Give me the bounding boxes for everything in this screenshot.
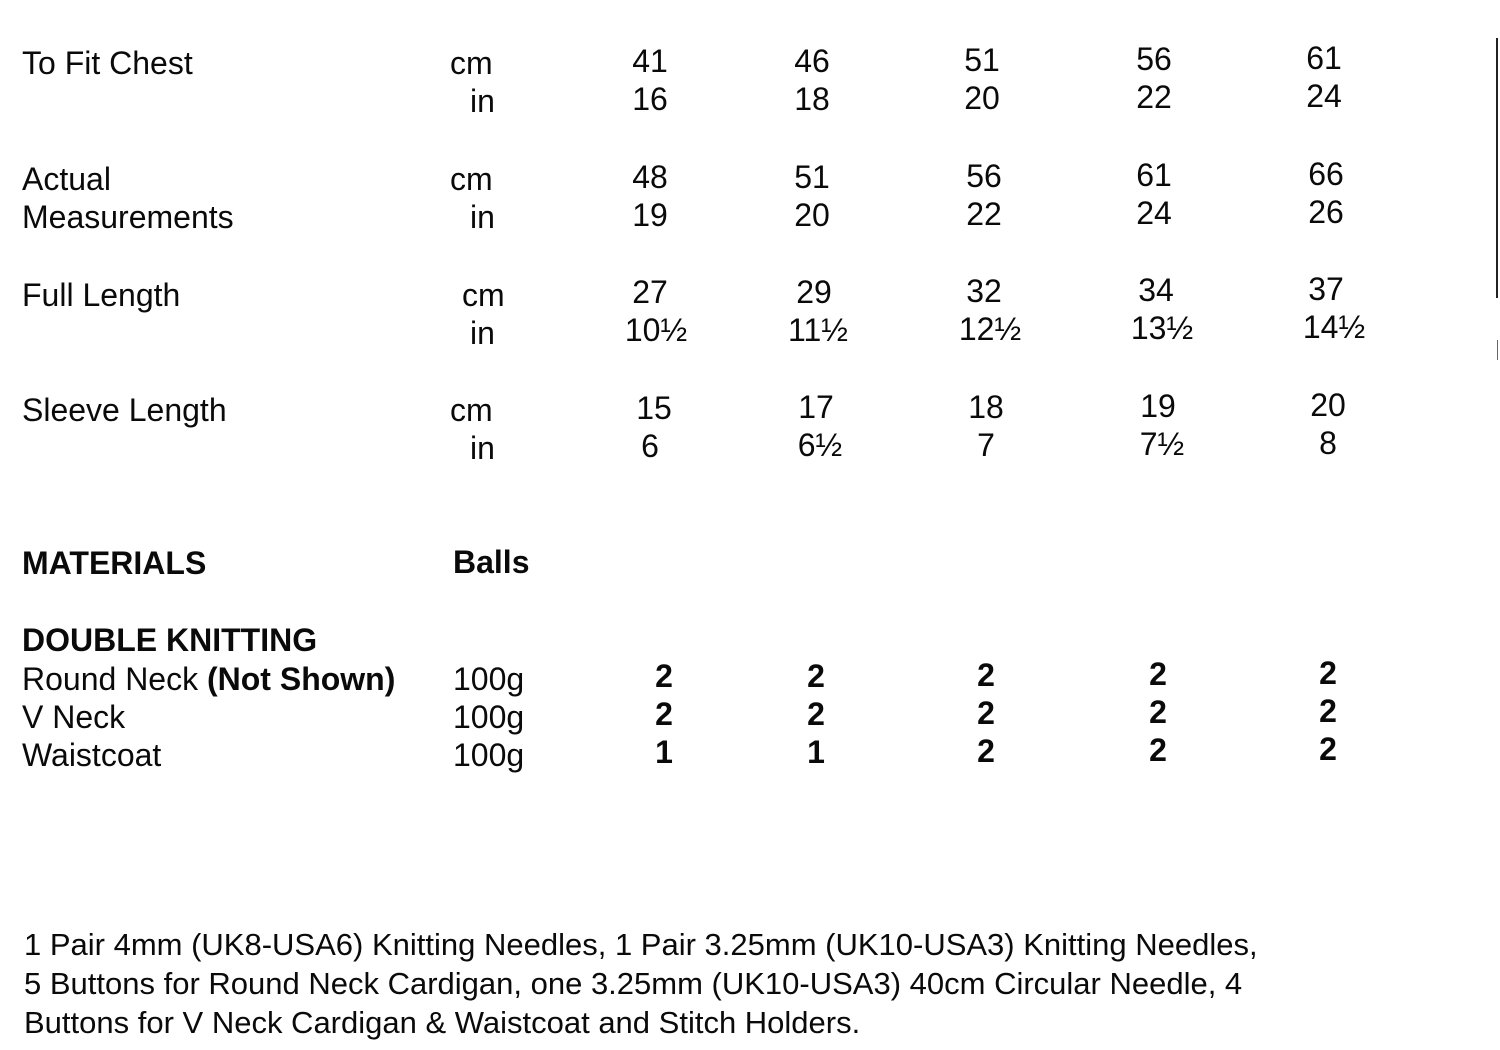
chest-in-size-3: 20 xyxy=(964,80,1000,116)
scan-edge-mark xyxy=(1497,340,1498,360)
row-label-actual: Actual xyxy=(22,161,111,197)
v-neck-balls-size-2: 2 xyxy=(807,696,825,732)
v-neck-balls-size-5: 2 xyxy=(1319,693,1337,729)
waistcoat-balls-size-2: 1 xyxy=(807,734,825,770)
unit-in: in xyxy=(470,83,495,119)
material-weight: 100g xyxy=(453,737,525,773)
materials-heading: MATERIALS xyxy=(22,545,207,581)
round-neck-balls-size-4: 2 xyxy=(1149,656,1167,692)
chest-cm-size-5: 61 xyxy=(1306,40,1342,76)
chest-cm-size-3: 51 xyxy=(964,42,1000,78)
actual-cm-size-4: 61 xyxy=(1136,157,1172,193)
material-name-waistcoat: Waistcoat xyxy=(22,737,162,773)
sleeve-in-size-3: 7 xyxy=(977,427,995,463)
length-in-size-2: 11½ xyxy=(788,312,848,348)
sleeve-cm-size-5: 20 xyxy=(1310,387,1346,423)
sleeve-cm-size-1: 15 xyxy=(636,390,672,426)
chest-in-size-5: 24 xyxy=(1306,78,1342,114)
row-label-full-length: Full Length xyxy=(22,277,181,313)
unit-cm: cm xyxy=(450,392,493,428)
actual-cm-size-5: 66 xyxy=(1308,156,1344,192)
material-note: (Not Shown) xyxy=(206,661,396,697)
actual-cm-size-3: 56 xyxy=(966,158,1002,194)
actual-in-size-4: 24 xyxy=(1136,195,1172,231)
length-cm-size-4: 34 xyxy=(1138,272,1174,308)
length-cm-size-2: 29 xyxy=(796,274,832,310)
v-neck-balls-size-1: 2 xyxy=(655,696,673,732)
yarn-heading: DOUBLE KNITTING xyxy=(22,622,318,658)
material-row-round-neck xyxy=(22,660,395,698)
sleeve-in-size-4: 7½ xyxy=(1139,426,1185,462)
chest-in-size-1: 16 xyxy=(632,81,668,117)
row-label-to-fit-chest: To Fit Chest xyxy=(22,45,193,81)
v-neck-balls-size-3: 2 xyxy=(977,695,995,731)
material-name-v-neck: V Neck xyxy=(22,699,126,735)
round-neck-balls-size-5: 2 xyxy=(1319,655,1337,691)
chest-in-size-2: 18 xyxy=(794,81,830,117)
sleeve-in-size-5: 8 xyxy=(1319,425,1337,461)
waistcoat-balls-size-3: 2 xyxy=(977,733,995,769)
v-neck-balls-size-4: 2 xyxy=(1149,694,1167,730)
actual-in-size-5: 26 xyxy=(1308,194,1344,230)
actual-cm-size-2: 51 xyxy=(794,159,830,195)
sleeve-in-size-1: 6 xyxy=(641,428,659,464)
chest-cm-size-4: 56 xyxy=(1136,41,1172,77)
round-neck-balls-size-3: 2 xyxy=(977,657,995,693)
needles-notes xyxy=(24,925,1474,1042)
row-label-sleeve-length: Sleeve Length xyxy=(22,392,227,428)
unit-in: in xyxy=(470,315,495,351)
waistcoat-balls-size-4: 2 xyxy=(1149,732,1167,768)
needles-notes-line-3: Buttons for V Neck Cardigan & Waistcoat and Stitch Holders. xyxy=(24,1005,861,1040)
needles-notes-line-2: 5 Buttons for Round Neck Cardigan, one 3.25mm (UK10-USA3) 40cm Circular Needle, 4 xyxy=(24,966,1243,1001)
waistcoat-balls-size-1: 1 xyxy=(655,734,673,770)
sleeve-cm-size-2: 17 xyxy=(798,389,834,425)
material-weight: 100g xyxy=(453,699,525,735)
needles-notes-line-1: 1 Pair 4mm (UK8-USA6) Knitting Needles, 1 Pair 3.25mm (UK10-USA3) Knitting Needles, xyxy=(24,927,1258,962)
chest-cm-size-1: 41 xyxy=(632,43,668,79)
sleeve-cm-size-3: 18 xyxy=(968,389,1004,425)
chest-cm-size-2: 46 xyxy=(794,43,830,79)
actual-in-size-2: 20 xyxy=(794,197,830,233)
length-in-size-5: 14½ xyxy=(1302,309,1366,345)
material-weight: 100g xyxy=(453,661,525,697)
round-neck-balls-size-1: 2 xyxy=(655,658,673,694)
length-cm-size-3: 32 xyxy=(966,273,1002,309)
unit-cm: cm xyxy=(450,45,493,81)
length-in-size-3: 12½ xyxy=(958,311,1022,347)
actual-in-size-1: 19 xyxy=(632,197,668,233)
unit-cm: cm xyxy=(462,277,505,313)
actual-in-size-3: 22 xyxy=(966,196,1002,232)
waistcoat-balls-size-5: 2 xyxy=(1319,731,1337,767)
scan-edge-line xyxy=(1496,38,1498,298)
length-cm-size-1: 27 xyxy=(632,274,668,310)
sleeve-in-size-2: 6½ xyxy=(797,427,843,463)
round-neck-balls-size-2: 2 xyxy=(807,658,825,694)
unit-in: in xyxy=(470,199,495,235)
unit-in: in xyxy=(470,430,495,466)
chest-in-size-4: 22 xyxy=(1136,79,1172,115)
material-name: Round Neck xyxy=(22,661,207,697)
actual-cm-size-1: 48 xyxy=(632,159,668,195)
unit-cm: cm xyxy=(450,161,493,197)
balls-label: Balls xyxy=(453,544,530,580)
sleeve-cm-size-4: 19 xyxy=(1140,388,1176,424)
length-in-size-1: 10½ xyxy=(624,312,688,348)
length-in-size-4: 13½ xyxy=(1130,310,1194,346)
length-cm-size-5: 37 xyxy=(1308,271,1344,307)
row-label-measurements: Measurements xyxy=(22,199,234,235)
